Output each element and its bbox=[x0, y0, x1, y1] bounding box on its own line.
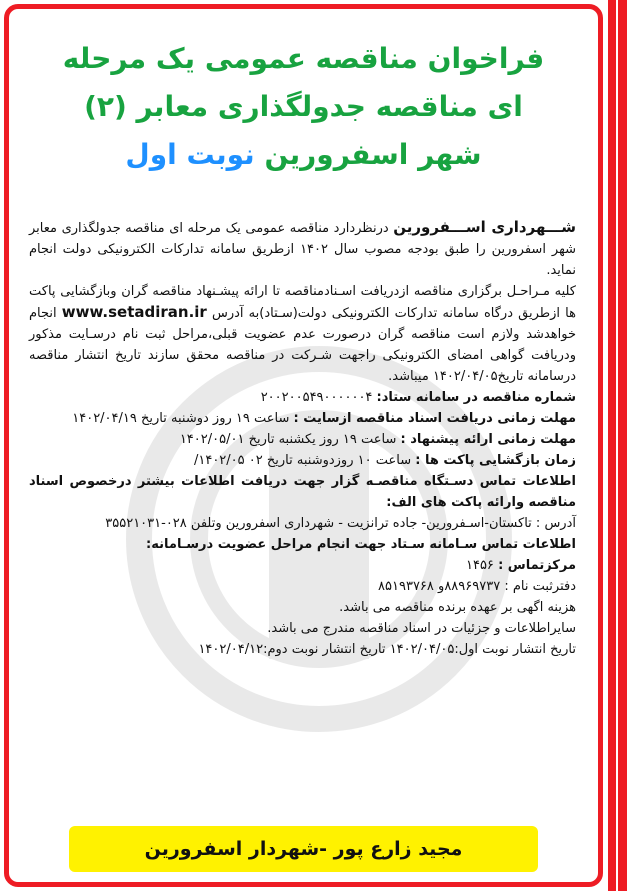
ad-title bbox=[9, 35, 598, 179]
info-note: سایراطلاعات و جزئیات در اسناد مناقصه مندرج می باشد. bbox=[267, 621, 576, 636]
setad-heading: اطلاعات تماس سـامانه سـتاد جهت انجام مراحل عضویت درسـامانه: bbox=[146, 537, 576, 552]
docs-deadline-line bbox=[29, 408, 576, 429]
opening-label: زمان بازگشایی پاکت ها : bbox=[415, 453, 576, 468]
opening-line bbox=[29, 450, 576, 471]
call-center-value: ۱۴۵۶ bbox=[465, 558, 494, 573]
offer-deadline-value: ساعت ۱۹ روز یکشنبه تاریخ ۱۴۰۲/۰۵/۰۱ bbox=[179, 432, 397, 447]
red-side-bar bbox=[608, 0, 627, 891]
offer-deadline-label: مهلت زمانی ارائه پیشنهاد : bbox=[400, 432, 576, 447]
registry-value: ۸۸۹۶۹۷۳۷و ۸۵۱۹۳۷۶۸ bbox=[378, 579, 501, 594]
process-text-after: انجام خواهدشد ولازم است مناقصه گران درصورت عدم عضویت قبلی،مراحل ثبت نام درسـایت مذکور ودریافت گواهی امضای الکترونیکی راجهت شـرکت در مناقصه محقق سازند تاریخ انتشار مناقصه درسامانه تاریخ۱۴۰۲/۰۴/۰۵ میباشد. bbox=[29, 306, 576, 384]
intro-text: درنظردارد مناقصه عمومی یک مرحله ای مناقصه جدولگذاری معابر شهر اسفرورین را طبق بودجه مصوب سال ۱۴۰۲ ازطریق سامانه تدارکات الکترونیکی دولت انجام نماید. bbox=[29, 221, 576, 278]
tender-number-value: ۲۰۰۲۰۰۵۴۹۰۰۰۰۰۰۴ bbox=[260, 390, 373, 405]
publish-dates: تاریخ انتشار نوبت اول:۱۴۰۲/۰۴/۰۵ تاریخ انتشار نوبت دوم:۱۴۰۲/۰۴/۱۲ bbox=[198, 642, 576, 657]
title-line-3 bbox=[9, 131, 598, 179]
docs-deadline-label: مهلت زمانی دریافت اسناد مناقصه ازسایت : bbox=[293, 411, 576, 426]
contact-heading: اطلاعات تماس دسـتگاه مناقصـه گزار جهت دریافت اطلاعات بیشتر درخصوص اسناد مناقصه وارائه پاکت های الف: bbox=[29, 474, 576, 510]
title-line-1: فراخوان مناقصه عمومی یک مرحله bbox=[62, 42, 545, 75]
call-center-line bbox=[29, 555, 576, 576]
address-text: آدرس : تاکستان-اسـفرورین- جاده ترانزیت - شهرداری اسفرورین وتلفن bbox=[190, 516, 576, 531]
setad-url[interactable]: www.setadiran.ir bbox=[61, 303, 207, 321]
title-line-2: ای مناقصه جدولگذاری معابر (۲) bbox=[84, 90, 523, 123]
offer-deadline-line bbox=[29, 429, 576, 450]
docs-deadline-value: ساعت ۱۹ روز دوشنبه تاریخ ۱۴۰۲/۰۴/۱۹ bbox=[72, 411, 290, 426]
registry-line bbox=[29, 576, 576, 597]
title-city: شهر اسفرورین bbox=[264, 138, 482, 171]
process-text-before: کلیه مـراحـل برگزاری مناقصه ازدریافت اسـنادمناقصه تا ارائه پیشـنهاد مناقصه گران وبازگشایی پاکت ها ازطریق درگاه سامانه تدارکات الکترونیکی دولت(سـتاد)به آدرس bbox=[29, 284, 576, 321]
intro-paragraph bbox=[29, 217, 576, 281]
registry-label: دفترثبت نام : bbox=[504, 579, 576, 594]
tender-number-label: شماره مناقصه در سامانه ستاد: bbox=[376, 390, 576, 405]
signature-banner: مجید زارع پور -شهردار اسفرورین bbox=[69, 826, 538, 872]
ad-body bbox=[29, 217, 576, 660]
municipality-name: شـــهرداری اســـفرورین bbox=[393, 218, 576, 236]
ad-frame bbox=[4, 4, 603, 887]
address-line bbox=[29, 513, 576, 534]
opening-value: ساعت ۱۰ روزدوشنبه تاریخ ۰۲ ۱۴۰۲/۰۵/ bbox=[193, 453, 412, 468]
process-paragraph bbox=[29, 281, 576, 387]
call-center-label: مرکزتماس : bbox=[498, 558, 576, 573]
title-round: نوبت اول bbox=[125, 138, 255, 171]
cost-note: هزینه اگهی بر عهده برنده مناقصه می باشد. bbox=[339, 600, 576, 615]
phone-number: ۰۲۸-۳۵۵۲۱۰۳۱ bbox=[105, 516, 187, 531]
tender-number-line bbox=[29, 387, 576, 408]
